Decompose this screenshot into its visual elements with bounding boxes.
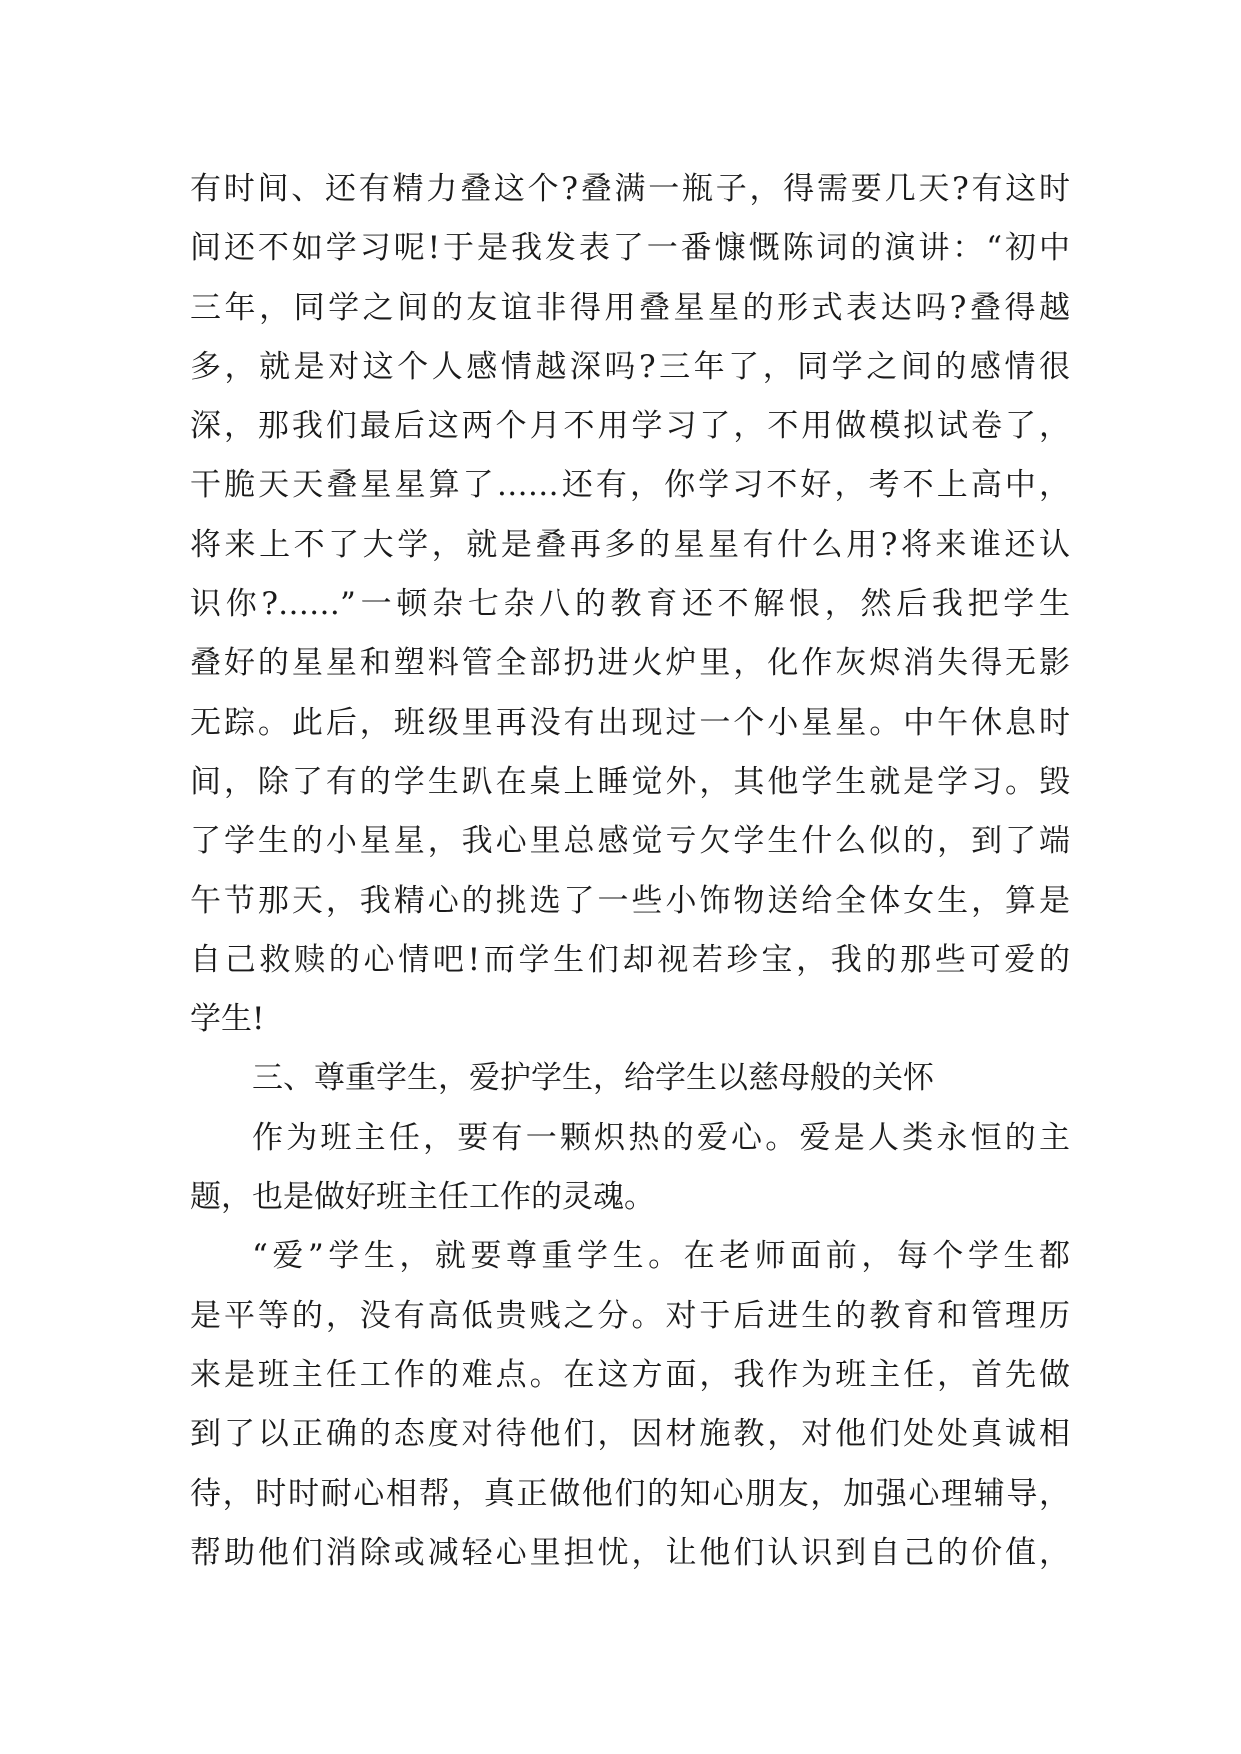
text-line: 午节那天，我精心的挑选了一些小饰物送给全体女生，算是 — [190, 882, 1070, 919]
text-line: 是平等的，没有高低贵贱之分。对于后进生的教育和管理历 — [190, 1297, 1070, 1334]
text-line: 将来上不了大学，就是叠再多的星星有什么用?将来谁还认 — [190, 526, 1070, 563]
text-line: 三、尊重学生，爱护学生，给学生以慈母般的关怀 — [252, 1060, 934, 1097]
text-line: 自己救赎的心情吧!而学生们却视若珍宝，我的那些可爱的 — [190, 941, 1070, 978]
text-line: 叠好的星星和塑料管全部扔进火炉里，化作灰烬消失得无影 — [190, 645, 1070, 682]
text-line: 到了以正确的态度对待他们，因材施教，对他们处处真诚相 — [190, 1416, 1070, 1453]
text-line: 待，时时耐心相帮，真正做他们的知心朋友，加强心理辅导， — [190, 1475, 1070, 1512]
text-line: 学生! — [190, 1001, 265, 1038]
text-line: 三年，同学之间的友谊非得用叠星星的形式表达吗?叠得越 — [190, 289, 1070, 326]
text-line: 间还不如学习呢!于是我发表了一番慷慨陈词的演讲：“初中 — [190, 230, 1070, 267]
text-line: 了学生的小星星，我心里总感觉亏欠学生什么似的，到了端 — [190, 823, 1070, 860]
text-line: 干脆天天叠星星算了……还有，你学习不好，考不上高中， — [190, 467, 1070, 504]
text-line: 多，就是对这个人感情越深吗?三年了，同学之间的感情很 — [190, 348, 1070, 385]
document-body — [190, 160, 1070, 1583]
text-line: 帮助他们消除或减轻心里担忧，让他们认识到自己的价值， — [190, 1534, 1070, 1571]
text-line: 间，除了有的学生趴在桌上睡觉外，其他学生就是学习。毁 — [190, 763, 1070, 800]
text-line: 来是班主任工作的难点。在这方面，我作为班主任，首先做 — [190, 1356, 1070, 1393]
text-line: 题，也是做好班主任工作的灵魂。 — [190, 1179, 655, 1216]
text-line: 作为班主任，要有一颗炽热的爱心。爱是人类永恒的主 — [252, 1119, 1070, 1156]
text-line: 识你?……”一顿杂七杂八的教育还不解恨，然后我把学生 — [190, 586, 1070, 623]
text-line: 深，那我们最后这两个月不用学习了，不用做模拟试卷了， — [190, 408, 1070, 445]
text-line: 有时间、还有精力叠这个?叠满一瓶子，得需要几天?有这时 — [190, 171, 1070, 207]
text-line: 无踪。此后，班级里再没有出现过一个小星星。中午休息时 — [190, 704, 1070, 741]
text-line: “爱”学生，就要尊重学生。在老师面前，每个学生都 — [252, 1238, 1070, 1275]
